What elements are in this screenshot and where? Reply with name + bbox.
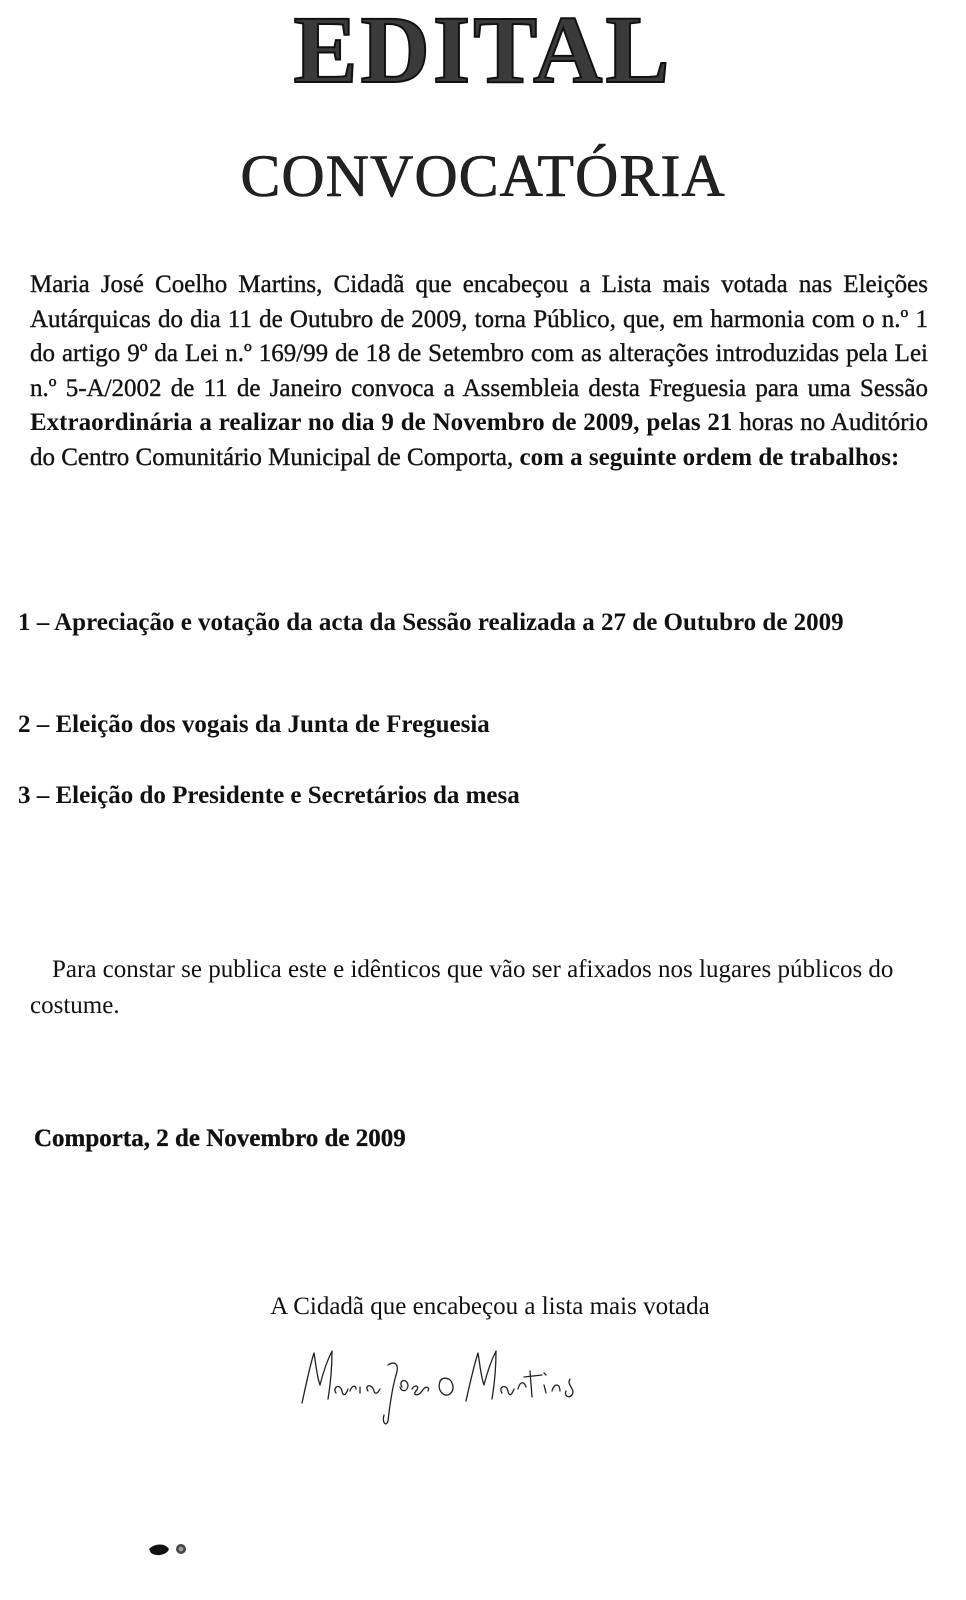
intro-bold-text: Extraordinária a realizar no dia 9 de Novembro de 2009, pelas 21	[30, 409, 733, 436]
intro-end-text: com a seguinte ordem de trabalhos:	[519, 443, 900, 471]
handwritten-signature	[290, 1335, 610, 1445]
intro-tail-text: horas no Auditório do Centro Comunitário Municipal de Comporta,	[30, 409, 928, 471]
document-subtitle: CONVOCATÓRIA	[240, 143, 726, 209]
place-date: Comporta, 2 de Novembro de 2009	[34, 1125, 406, 1152]
signatory-title: A Cidadã que encabeçou a lista mais votada	[270, 1293, 710, 1320]
agenda-item-3: 3 – Eleição do Presidente e Secretários da mesa	[18, 782, 520, 809]
ink-spot-mark	[145, 1535, 195, 1565]
agenda-item-1: 1 – Apreciação e votação da acta da Sessão realizada a 27 de Outubro de 2009	[18, 609, 844, 636]
convocation-paragraph	[30, 268, 928, 475]
document-title: EDITAL	[293, 0, 673, 103]
agenda-item-2: 2 – Eleição dos vogais da Junta de Freguesia	[18, 711, 490, 738]
closing-paragraph: Para constar se publica este e idênticos que vão ser afixados nos lugares públicos do costume.	[30, 956, 894, 1019]
intro-text: Maria José Coelho Martins, Cidadã que encabeçou a Lista mais votada nas Eleições Autárquicas do dia 11 de Outubro de 2009, torna Público, que, em harmonia com o n.º 1 do artigo 9º da Lei n.º 169/99 de 18 de Setembro com as alterações introduzidas pela Lei n.º 5-A/2002 de 11 de Janeiro convoca a Assembleia desta Freguesia para uma Sessão	[30, 271, 928, 402]
